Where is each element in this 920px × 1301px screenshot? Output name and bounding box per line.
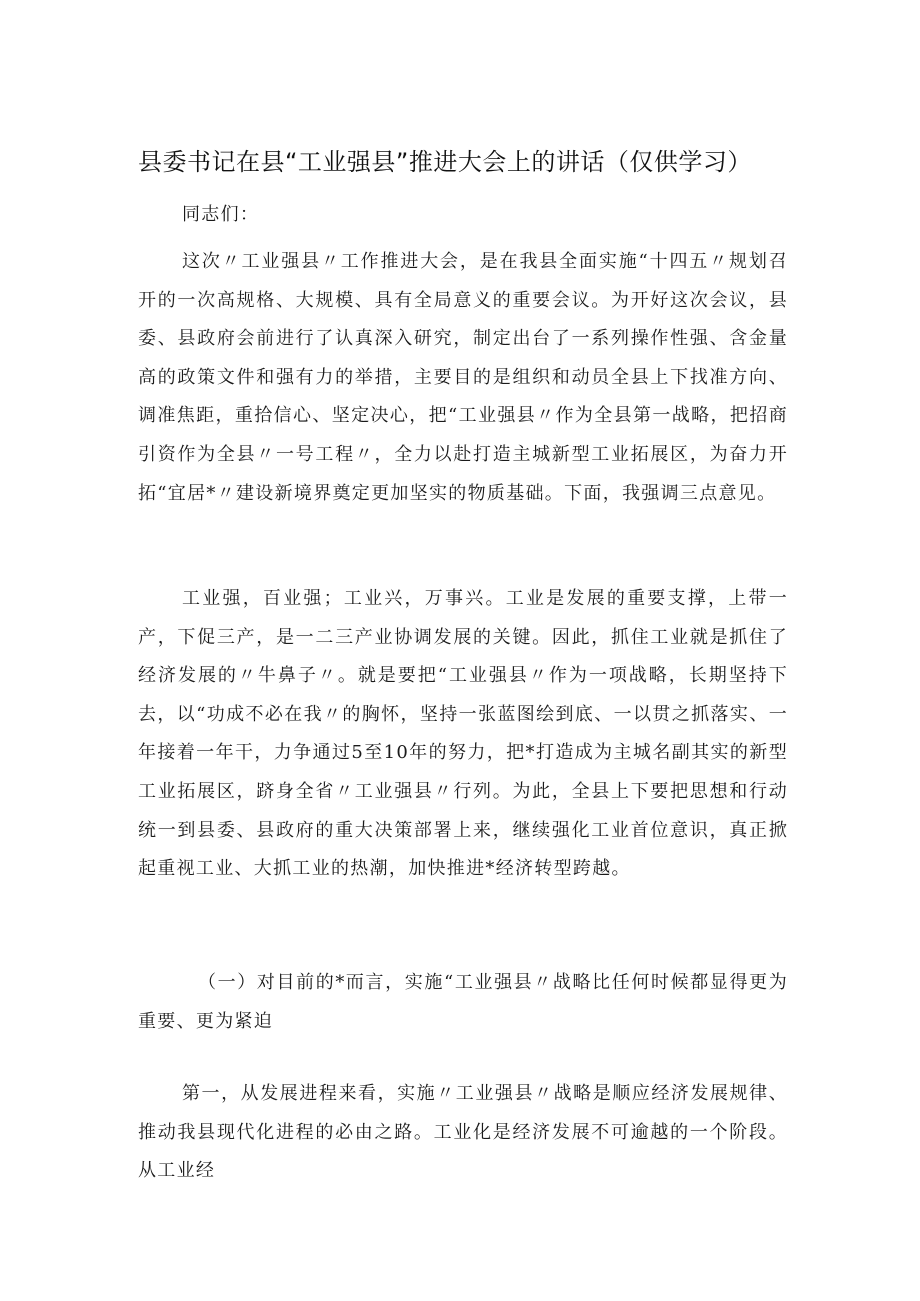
paragraph-first-point: 第一，从发展进程来看，实施〃工业强县〃战略是顺应经济发展规律、推动我县现代化进程的必由之路。工业化是经济发展不可逾越的一个阶段。从工业经 <box>138 1083 788 1182</box>
paragraph-industry-importance: 工业强，百业强；工业兴，万事兴。工业是发展的重要支撑，上带一产，下促三产，是一二三产业协调发展的关键。因此，抓住工业就是抓住了经济发展的〃牛鼻子〃。就是要把“工业强县〃作为一项战略，长期坚持下去，以“功成不必在我〃的胸怀，坚持一张蓝图绘到底、一以贯之抓落实、一年接着一年干，力争通过5至10年的努力，把*打造成为主城名副其实的新型工业拓展区，跻身全省〃工业强县〃行列。为此，全县上下要把思想和行动统一到县委、县政府的重大决策部署上来，继续强化工业首位意识，真正掀起重视工业、大抓工业的热潮，加快推进*经济转型跨越。 <box>138 588 788 880</box>
paragraph-intro: 这次〃工业强县〃工作推进大会，是在我县全面实施“十四五〃规划召开的一次高规格、大规模、具有全局意义的重要会议。为开好这次会议，县委、县政府会前进行了认真深入研究，制定出台了一系列操作性强、含金量高的政策文件和强有力的举措，主要目的是组织和动员全县上下找准方向、调准焦距，重拾信心、坚定决心，把“工业强县〃作为全县第一战略，把招商引资作为全县〃一号工程〃，全力以赴打造主城新型工业拓展区，为奋力开拓“宜居*〃建设新境界奠定更加坚实的物质基础。下面，我强调三点意见。 <box>138 251 788 504</box>
document-title: 县委书记在县“工业强县”推进大会上的讲话（仅供学习） <box>138 148 752 176</box>
section-heading-1: （一）对目前的*而言，实施“工业强县〃战略比任何时候都显得更为重要、更为紧迫 <box>138 972 788 1032</box>
salutation: 同志们： <box>182 204 260 225</box>
